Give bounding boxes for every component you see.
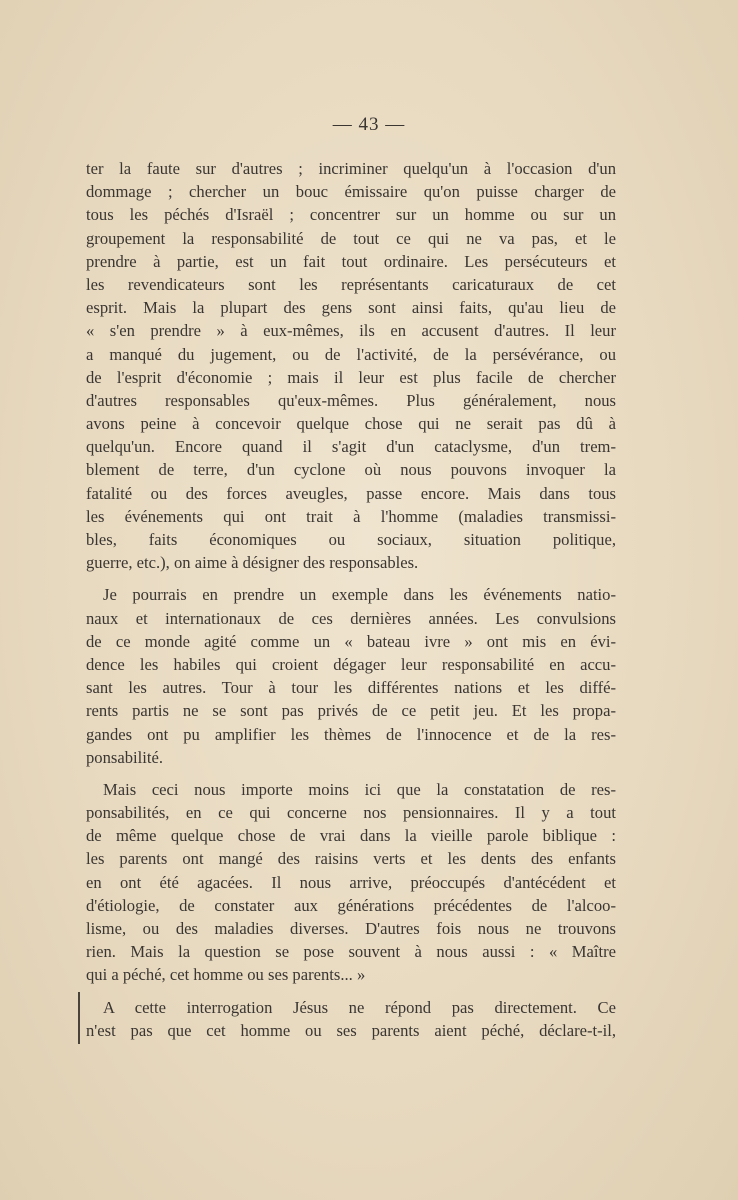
text-line: Mais ceci nous importe moins ici que la constatation de res- <box>103 779 616 799</box>
text-line: les revendicateurs sont les représentants caricaturaux de cet <box>86 274 616 294</box>
text-line: « s'en prendre » à eux-mêmes, ils en accusent d'autres. Il leur <box>86 321 616 341</box>
text-line: naux et internationaux de ces dernières années. Les convulsions <box>86 608 616 628</box>
margin-line <box>78 992 80 1044</box>
text-line: n'est pas que cet homme ou ses parents aient péché, déclare-t-il, <box>86 1020 616 1040</box>
paragraph-2 <box>86 583 616 769</box>
text-line: ter la faute sur d'autres ; incriminer quelqu'un à l'occasion d'un <box>86 159 616 178</box>
text-line: en ont été agacées. Il nous arrive, préoccupés d'antécédent et <box>86 872 616 892</box>
text-line: tous les péchés d'Israël ; concentrer sur un homme ou sur un <box>86 205 616 225</box>
text-line: esprit. Mais la plupart des gens sont ainsi faits, qu'au lieu de <box>86 298 616 318</box>
text-line: de l'esprit d'économie ; mais il leur est plus facile de chercher <box>86 367 616 387</box>
text-line: gandes ont pu amplifier les thèmes de l'innocence et de la res- <box>86 724 616 744</box>
text-line: bles, faits économiques ou sociaux, situation politique, <box>86 530 616 549</box>
text-line: ponsabilités, en ce qui concerne nos pensionnaires. Il y a tout <box>86 803 616 823</box>
text-line: blement de terre, d'un cyclone où nous pouvons invoquer la <box>86 460 616 480</box>
text-line: les parents ont mangé des raisins verts et les dents des enfants <box>86 849 616 869</box>
text-line: Je pourrais en prendre un exemple dans les événements natio- <box>103 585 616 605</box>
text-line: A cette interrogation Jésus ne répond pas directement. Ce <box>103 997 616 1017</box>
text-line: les événements qui ont trait à l'homme (maladies transmissi- <box>86 506 616 526</box>
text-line: groupement la responsabilité de tout ce qui ne va pas, et le <box>86 228 616 248</box>
text-line: avons peine à concevoir quelque chose qui ne serait pas dû à <box>86 414 616 434</box>
text-line: lisme, ou des maladies diverses. D'autres fois nous ne trouvons <box>86 919 616 938</box>
page-number: — 43 — <box>332 114 406 135</box>
text-line: prendre à partie, est un fait tout ordinaire. Les persécuteurs et <box>86 251 616 271</box>
paragraph-1 <box>86 157 616 574</box>
text-line: dence les habiles qui croient dégager leur responsabilité en accu- <box>86 654 616 674</box>
text-line: guerre, etc.), on aime à désigner des responsables. <box>86 553 419 573</box>
text-line: rents partis ne se sont pas privés de ce petit jeu. Et les propa- <box>86 701 616 721</box>
text-line: d'autres responsables qu'eux-mêmes. Plus généralement, nous <box>86 390 616 410</box>
text-line: d'étiologie, de constater aux générations précédentes de l'alcoo- <box>86 895 616 915</box>
text-line: sant les autres. Tour à tour les différentes nations et les diffé- <box>86 678 616 698</box>
paragraph-3 <box>86 778 616 987</box>
text-line: rien. Mais la question se pose souvent à nous aussi : « Maître <box>86 942 616 962</box>
text-line: de même quelque chose de vrai dans la vieille parole biblique : <box>86 826 616 846</box>
text-line: dommage ; chercher un bouc émissaire qu'on puisse charger de <box>86 182 616 202</box>
text-line: de ce monde agité comme un « bateau ivre » ont mis en évi- <box>86 631 616 651</box>
text-line: a manqué du jugement, ou de l'activité, de la persévérance, ou <box>86 344 616 364</box>
text-line: quelqu'un. Encore quand il s'agit d'un cataclysme, d'un trem- <box>86 437 616 457</box>
paragraph-4 <box>86 996 616 1042</box>
text-line: qui a péché, cet homme ou ses parents... » <box>86 965 366 985</box>
text-line: fatalité ou des forces aveugles, passe encore. Mais dans tous <box>86 483 616 503</box>
text-line: ponsabilité. <box>86 747 163 767</box>
body-text <box>86 157 616 1042</box>
